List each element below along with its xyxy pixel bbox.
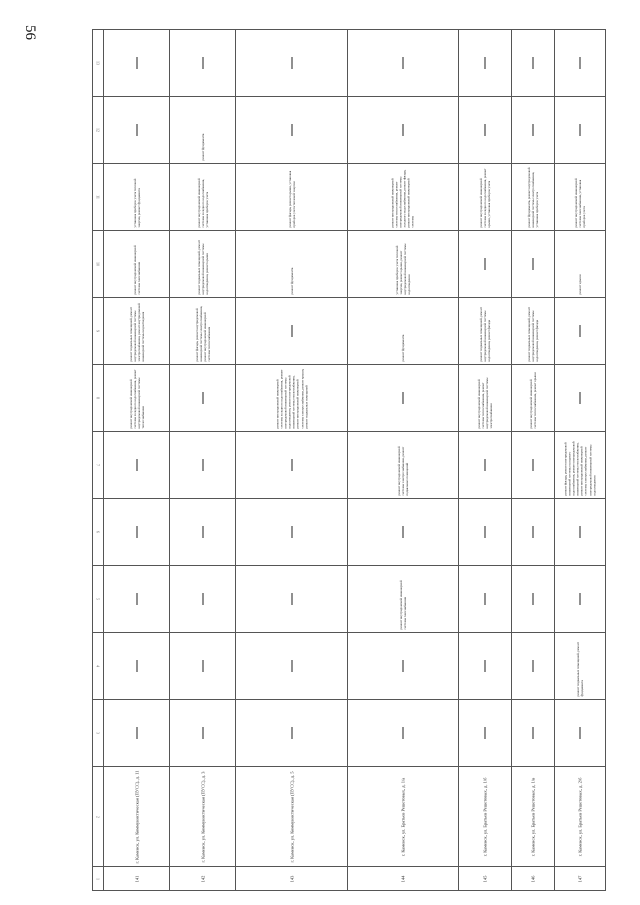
- table-cell: [459, 365, 511, 432]
- table-cell: [459, 298, 511, 365]
- record-number: 147: [577, 875, 583, 882]
- table-cell: [459, 231, 511, 298]
- table-cell: [554, 700, 605, 767]
- table-row: [93, 700, 606, 767]
- work-description: ремонт внутридомовой инженерной системы теплоснабжения, ремонт внутридомовой инженерной системы холодного водоснабжения, ремонт фасада, ремонт внутридомовой инженерной системы: [390, 169, 416, 228]
- empty-dash: [579, 57, 580, 69]
- table-cell: [459, 700, 511, 767]
- column-number-cell: [93, 499, 104, 566]
- table-cell: [511, 767, 554, 867]
- empty-dash: [484, 459, 485, 471]
- record-number: 141: [134, 875, 140, 882]
- table-cell: [170, 164, 236, 231]
- table-cell: [347, 867, 458, 891]
- table-cell: [347, 566, 458, 633]
- table-cell: [459, 97, 511, 164]
- empty-dash: [202, 57, 203, 69]
- column-number: 10: [95, 262, 101, 266]
- record-address: г. Каменск, ул. Братьев Решетовых, д. 2/б: [577, 777, 583, 856]
- empty-dash: [532, 526, 533, 538]
- table-cell: [236, 700, 347, 767]
- table-cell: [511, 566, 554, 633]
- table-cell: [554, 164, 605, 231]
- table-row: [93, 867, 606, 891]
- table-cell: [104, 432, 170, 499]
- table-cell: [554, 566, 605, 633]
- empty-dash: [579, 325, 580, 337]
- table-cell: [554, 30, 605, 97]
- record-number: 145: [482, 875, 488, 882]
- column-number-cell: [93, 231, 104, 298]
- empty-dash: [532, 593, 533, 605]
- record-address: г. Каменск, ул. Братьев Решетовых, д. 1/а: [400, 777, 406, 856]
- table-cell: [236, 164, 347, 231]
- table-cell: [554, 365, 605, 432]
- table-cell: [459, 164, 511, 231]
- table-cell: [236, 97, 347, 164]
- table-row: [93, 164, 606, 231]
- empty-dash: [291, 526, 292, 538]
- table-cell: [347, 767, 458, 867]
- column-number-cell: [93, 767, 104, 867]
- table-cell: [104, 867, 170, 891]
- empty-dash: [291, 325, 292, 337]
- table-cell: [347, 499, 458, 566]
- column-number-cell: [93, 566, 104, 633]
- table-cell: [236, 432, 347, 499]
- empty-dash: [484, 660, 485, 672]
- table-cell: [347, 365, 458, 432]
- work-description: ремонт внутридомовой инженерной системы холодного водоснабжения, ремонт внутридомовой инженерной системы теплоснабжения: [128, 369, 145, 429]
- table-cell: [170, 97, 236, 164]
- column-number: 12: [95, 128, 101, 132]
- table-row: [93, 633, 606, 700]
- empty-dash: [403, 392, 404, 404]
- table-cell: [459, 432, 511, 499]
- table-row: [93, 231, 606, 298]
- empty-dash: [532, 459, 533, 471]
- table-cell: [511, 97, 554, 164]
- table-cell: [104, 566, 170, 633]
- table-cell: [104, 231, 170, 298]
- table-cell: [511, 867, 554, 891]
- table-cell: [236, 767, 347, 867]
- work-description: ремонт внутридомовой инженерной системы холодного водоснабжения, ремонт внутридомовой инженерной системы водоотведения, ремонт внутридомовой инженерной системы теплоснабжения, ремонт внутридомовой инженерной системы электроснабжения, ремонт крыши, ремонт подвальных помещений: [275, 368, 308, 429]
- empty-dash: [291, 593, 292, 605]
- table-cell: [347, 298, 458, 365]
- table-cell: [554, 231, 605, 298]
- column-number: 3: [95, 732, 101, 734]
- empty-dash: [136, 660, 137, 672]
- record-number: 143: [289, 875, 295, 882]
- column-number: 13: [95, 61, 101, 65]
- empty-dash: [579, 593, 580, 605]
- work-description: ремонт внутридомовой инженерной системы холодного водоснабжения, установка приборов учета: [196, 178, 209, 228]
- work-description: ремонт фундамента: [289, 267, 294, 295]
- table-cell: [236, 566, 347, 633]
- record-address: г. Каменск, ул. Коммунистическая (ПУСС), д. 5: [288, 771, 294, 862]
- table-cell: [170, 700, 236, 767]
- table-cell: [170, 231, 236, 298]
- work-description: ремонт фундамента: [200, 133, 205, 161]
- table-cell: [104, 700, 170, 767]
- record-address: г. Каменск, ул. Братьев Решетовых, д. 1/в: [529, 777, 535, 856]
- empty-dash: [484, 593, 485, 605]
- empty-dash: [403, 526, 404, 538]
- empty-dash: [136, 593, 137, 605]
- empty-dash: [532, 660, 533, 672]
- empty-dash: [532, 124, 533, 136]
- table-cell: [104, 298, 170, 365]
- empty-dash: [136, 526, 137, 538]
- record-number: 146: [530, 875, 536, 882]
- record-number: 144: [400, 875, 406, 882]
- table-cell: [170, 298, 236, 365]
- table-row: [93, 97, 606, 164]
- column-number: 4: [95, 665, 101, 667]
- empty-dash: [484, 124, 485, 136]
- empty-dash: [532, 727, 533, 739]
- table-row: [93, 499, 606, 566]
- column-number: 6: [95, 531, 101, 533]
- empty-dash: [291, 727, 292, 739]
- table-cell: [347, 30, 458, 97]
- record-number: 142: [200, 875, 206, 882]
- table-cell: [459, 566, 511, 633]
- work-description: ремонт фасада, ремонт крыши, установка приборов учета тепловой энергии: [287, 170, 296, 228]
- table-row: [93, 365, 606, 432]
- table-cell: [511, 700, 554, 767]
- work-description: ремонт внутридомовой инженерной системы газоснабжения: [398, 580, 407, 630]
- column-number-cell: [93, 97, 104, 164]
- table-row: [93, 566, 606, 633]
- empty-dash: [136, 57, 137, 69]
- table-cell: [170, 30, 236, 97]
- empty-dash: [579, 392, 580, 404]
- column-number: 8: [95, 397, 101, 399]
- table-cell: [554, 767, 605, 867]
- column-number: 1: [95, 877, 101, 880]
- empty-dash: [291, 57, 292, 69]
- table-cell: [511, 298, 554, 365]
- work-description: ремонт внутридомовой инженерной системы теплоснабжения, ремонт крыши: [528, 372, 537, 429]
- empty-dash: [202, 392, 203, 404]
- table-cell: [170, 767, 236, 867]
- table-cell: [170, 566, 236, 633]
- work-description: ремонт подвальных помещений, ремонт внутридомовой инженерной системы электроснабжения, ремонт внутридомовой инженерной системы водоотведения: [128, 303, 145, 362]
- page-number: 56: [22, 25, 38, 40]
- column-number-cell: [93, 164, 104, 231]
- column-number-cell: [93, 867, 104, 891]
- table-cell: [236, 298, 347, 365]
- table-cell: [104, 164, 170, 231]
- work-description: ремонт внутридомовой инженерной системы электроснабжения, ремонт подвальных помещений: [396, 446, 410, 496]
- column-number-cell: [93, 633, 104, 700]
- table-cell: [554, 633, 605, 700]
- column-number-cell: [93, 30, 104, 97]
- work-description: ремонт внутридомовой инженерной системы теплоснабжения, ремонт внутридомовой инженерной системы электроснабжения: [476, 377, 493, 429]
- table-cell: [236, 499, 347, 566]
- table-row: [93, 298, 606, 365]
- table-cell: [104, 30, 170, 97]
- work-description: установка приборов учета тепловой энергии, ремонт фундамента: [132, 178, 141, 228]
- table-cell: [511, 30, 554, 97]
- table-row: [93, 432, 606, 499]
- table-cell: [554, 867, 605, 891]
- work-description: ремонт фундамента, ремонт внутридомовой инженерной системы электроснабжения, установка приборов учета: [526, 167, 539, 228]
- register-table-wrapper: [92, 29, 606, 882]
- empty-dash: [532, 57, 533, 69]
- table-cell: [236, 365, 347, 432]
- table-cell: [170, 432, 236, 499]
- empty-dash: [484, 727, 485, 739]
- empty-dash: [291, 459, 292, 471]
- column-number: 11: [95, 195, 101, 199]
- table-cell: [459, 767, 511, 867]
- table-cell: [104, 365, 170, 432]
- table-cell: [459, 499, 511, 566]
- table-cell: [347, 164, 458, 231]
- column-number: 5: [95, 598, 101, 600]
- column-number-cell: [93, 700, 104, 767]
- table-cell: [459, 633, 511, 700]
- table-cell: [347, 700, 458, 767]
- work-description: ремонт внутридомовой инженерной системы газоснабжения: [132, 245, 141, 295]
- empty-dash: [291, 660, 292, 672]
- table-cell: [236, 30, 347, 97]
- empty-dash: [403, 660, 404, 672]
- table-cell: [511, 365, 554, 432]
- record-address: г. Каменск, ул. Коммунистическая (ПУСС), д. 11: [134, 769, 140, 864]
- table-cell: [236, 231, 347, 298]
- table-cell: [459, 30, 511, 97]
- empty-dash: [136, 124, 137, 136]
- empty-dash: [403, 727, 404, 739]
- table-cell: [170, 499, 236, 566]
- work-description: установка приборов учета тепловой энергии, ремонт крыши, ремонт внутридомовой инженерной системы водоотведения: [394, 243, 412, 295]
- table-cell: [511, 231, 554, 298]
- table-cell: [236, 633, 347, 700]
- column-number: 2: [95, 815, 101, 818]
- table-cell: [554, 432, 605, 499]
- table-cell: [104, 633, 170, 700]
- empty-dash: [136, 459, 137, 471]
- work-description: ремонт подвальных помещений, ремонт внутридомовой инженерной системы водоотведения, ремонт крыши: [196, 239, 209, 295]
- table-cell: [104, 97, 170, 164]
- work-description: ремонт внутридомовой инженерной системы газоснабжения, установка приборов учета: [573, 178, 586, 228]
- table-cell: [347, 432, 458, 499]
- empty-dash: [202, 660, 203, 672]
- column-number: 7: [95, 464, 101, 466]
- empty-dash: [202, 727, 203, 739]
- record-address: г. Каменск, ул. Братьев Решетовых, д. 1/б: [482, 777, 488, 856]
- empty-dash: [202, 593, 203, 605]
- table-cell: [554, 499, 605, 566]
- work-description: ремонт фундамента: [400, 334, 405, 362]
- table-cell: [554, 298, 605, 365]
- work-description: ремонт фасада, ремонт внутридомовой инженерной системы холодного водоснабжения, ремонт внутридомовой инженерной системы теплоснабжения, ремонт внутридомовой инженерной системы электроснабжения, ремонт внутридомовой инженерной системы водоотведения: [563, 441, 597, 496]
- table-cell: [347, 97, 458, 164]
- table-cell: [511, 432, 554, 499]
- work-description: ремонт фасада, ремонт внутридомовой инженерной системы электроснабжения, ремонт внутридомовой инженерной системы теплоснабжения: [194, 305, 211, 362]
- column-number: 9: [95, 330, 101, 332]
- table-cell: [459, 867, 511, 891]
- empty-dash: [202, 526, 203, 538]
- column-number-cell: [93, 432, 104, 499]
- record-address: г. Каменск, ул. Коммунистическая (ПУСС), д. 3: [200, 771, 206, 862]
- work-description: ремонт подвальных помещений, ремонт внутридомовой инженерной системы водоотведения, ремонт фасада: [526, 306, 539, 362]
- table-row: [93, 30, 606, 97]
- empty-dash: [136, 727, 137, 739]
- table-cell: [554, 97, 605, 164]
- work-description: ремонт подвальных помещений, ремонт фундамента: [575, 641, 584, 697]
- register-table: [92, 29, 606, 891]
- empty-dash: [532, 258, 533, 270]
- table-cell: [511, 633, 554, 700]
- table-cell: [347, 231, 458, 298]
- empty-dash: [403, 57, 404, 69]
- table-cell: [511, 164, 554, 231]
- work-description: ремонт крыши: [577, 274, 582, 295]
- work-description: ремонт подвальных помещений, ремонт внутридомовой инженерной системы водоотведения, ремонт фасада: [478, 306, 491, 362]
- column-number-cell: [93, 365, 104, 432]
- empty-dash: [579, 124, 580, 136]
- table-cell: [104, 499, 170, 566]
- empty-dash: [484, 57, 485, 69]
- table-cell: [236, 867, 347, 891]
- column-number-cell: [93, 298, 104, 365]
- table-cell: [170, 365, 236, 432]
- table-cell: [170, 867, 236, 891]
- empty-dash: [202, 459, 203, 471]
- empty-dash: [403, 124, 404, 136]
- empty-dash: [484, 526, 485, 538]
- empty-dash: [579, 727, 580, 739]
- table-cell: [170, 633, 236, 700]
- table-cell: [347, 633, 458, 700]
- empty-dash: [291, 124, 292, 136]
- table-cell: [511, 499, 554, 566]
- work-description: ремонт внутридомовой инженерной системы холодного водоснабжения, ремонт крыши, установка приборов учета: [478, 168, 491, 228]
- table-cell: [104, 767, 170, 867]
- empty-dash: [579, 526, 580, 538]
- table-row: [93, 767, 606, 867]
- empty-dash: [484, 258, 485, 270]
